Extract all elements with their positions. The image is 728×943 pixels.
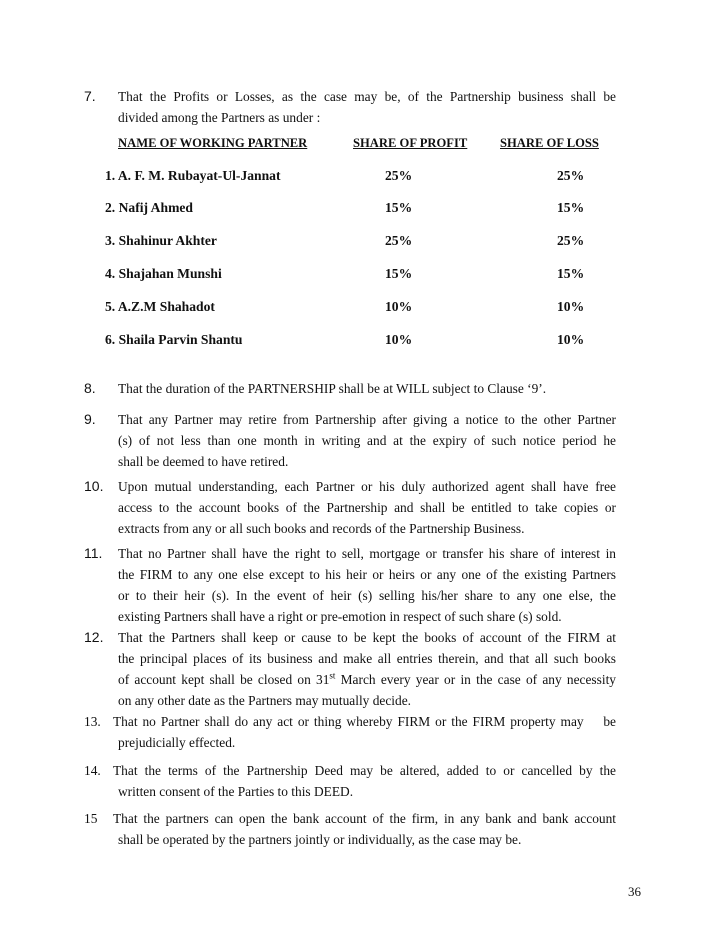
clause-12 <box>84 627 616 711</box>
clause-line <box>118 669 616 690</box>
clause-line: or to their heir (s). In the event of heir (s) selling his/her share to any one else, the <box>118 588 616 603</box>
clause-line: prejudicially effected. <box>118 735 236 750</box>
partner-name: 1. A. F. M. Rubayat-Ul-Jannat <box>105 168 281 183</box>
clause-line: That the Partners shall keep or cause to be kept the books of account of the FIRM at <box>118 630 616 645</box>
clause-line: (s) of not less than one month in writing and at the expiry of such notice period he <box>118 433 616 448</box>
loss-share: 15% <box>557 266 585 281</box>
profit-share: 25% <box>385 233 413 248</box>
clause-11 <box>84 543 616 627</box>
clause-text <box>113 808 616 850</box>
clause-number: 14. <box>84 763 101 778</box>
clause-number: 8. <box>84 380 96 396</box>
clause-text <box>118 409 616 472</box>
clause-text <box>118 86 616 128</box>
clause-number: 13. <box>84 714 101 729</box>
clause-text <box>113 760 616 802</box>
clause-text <box>113 711 616 753</box>
clause-line: That the duration of the PARTNERSHIP shall be at WILL subject to Clause ‘9’. <box>118 381 547 396</box>
clause-text-segment: March every year or in the case of any necessity <box>335 672 616 687</box>
loss-share: 25% <box>557 233 585 248</box>
partner-name: 6. Shaila Parvin Shantu <box>105 332 243 347</box>
clause-number: 11. <box>84 545 103 561</box>
profit-share: 10% <box>385 332 413 347</box>
clause-text <box>118 543 616 627</box>
clause-line: on any other date as the Partners may mutually decide. <box>118 693 412 708</box>
clause-line: the FIRM to any one else except to his heir or heirs or any one of the existing Partners <box>118 567 616 582</box>
clause-number: 15 <box>84 811 98 826</box>
profit-share: 10% <box>385 299 413 314</box>
table-row <box>105 299 625 319</box>
profit-share: 25% <box>385 168 413 183</box>
clause-line: the principal places of its business and make all entries therein, and that all such books <box>118 651 616 666</box>
clause-13 <box>84 711 616 753</box>
table-row <box>105 233 625 253</box>
clause-text <box>118 476 616 539</box>
partner-name: 3. Shahinur Akhter <box>105 233 217 248</box>
clause-10 <box>84 476 616 539</box>
header-partner-name: NAME OF WORKING PARTNER <box>118 136 308 150</box>
clause-line: That no Partner shall do any act or thing whereby FIRM or the FIRM property may be <box>113 714 616 729</box>
loss-share: 25% <box>557 168 585 183</box>
clause-8 <box>84 378 616 399</box>
clause-line: extracts from any or all such books and records of the Partnership Business. <box>118 521 525 536</box>
clause-line: shall be deemed to have retired. <box>118 454 289 469</box>
header-share-of-profit: SHARE OF PROFIT <box>353 136 468 150</box>
clause-9 <box>84 409 616 472</box>
clause-line: That no Partner shall have the right to sell, mortgage or transfer his share of interest in <box>118 546 616 561</box>
clause-number: 10. <box>84 478 104 494</box>
clause-number: 7. <box>84 88 96 104</box>
header-share-of-loss: SHARE OF LOSS <box>500 136 599 150</box>
ordinal-superscript: st <box>329 670 336 681</box>
clause-line: That the terms of the Partnership Deed may be altered, added to or cancelled by the <box>113 763 616 778</box>
clause-number: 12. <box>84 629 104 645</box>
profit-share: 15% <box>385 200 413 215</box>
partner-name: 5. A.Z.M Shahadot <box>105 299 215 314</box>
clause-line: shall be operated by the partners jointly or individually, as the case may be. <box>118 832 522 847</box>
clause-line: access to the account books of the Partnership and shall be entitled to take copies or <box>118 500 616 515</box>
clause-line: That the Profits or Losses, as the case may be, of the Partnership business shall be <box>118 89 616 104</box>
partner-name: 2. Nafij Ahmed <box>105 200 193 215</box>
loss-share: 10% <box>557 332 585 347</box>
table-row <box>105 200 625 220</box>
loss-share: 15% <box>557 200 585 215</box>
clause-15 <box>84 808 616 850</box>
table-row <box>105 332 625 352</box>
loss-share: 10% <box>557 299 585 314</box>
clause-line: divided among the Partners as under : <box>118 110 321 125</box>
clause-14 <box>84 760 616 802</box>
clause-text <box>118 627 616 711</box>
partner-name: 4. Shajahan Munshi <box>105 266 222 281</box>
page-number: 36 <box>628 884 641 899</box>
clause-line: Upon mutual understanding, each Partner or his duly authorized agent shall have free <box>118 479 616 494</box>
table-row <box>105 266 625 286</box>
clause-text <box>118 378 616 399</box>
clause-number: 9. <box>84 411 96 427</box>
clause-line: existing Partners shall have a right or pre-emotion in respect of such share (s) sold. <box>118 609 562 624</box>
clause-7 <box>84 86 616 128</box>
clause-line: That any Partner may retire from Partnership after giving a notice to the other Partner <box>118 412 616 427</box>
clause-line: written consent of the Parties to this DEED. <box>118 784 354 799</box>
clause-text-segment: of account kept shall be closed on 31 <box>118 672 330 687</box>
profit-share: 15% <box>385 266 413 281</box>
clause-line: That the partners can open the bank account of the firm, in any bank and bank account <box>113 811 616 826</box>
table-row <box>105 168 625 188</box>
